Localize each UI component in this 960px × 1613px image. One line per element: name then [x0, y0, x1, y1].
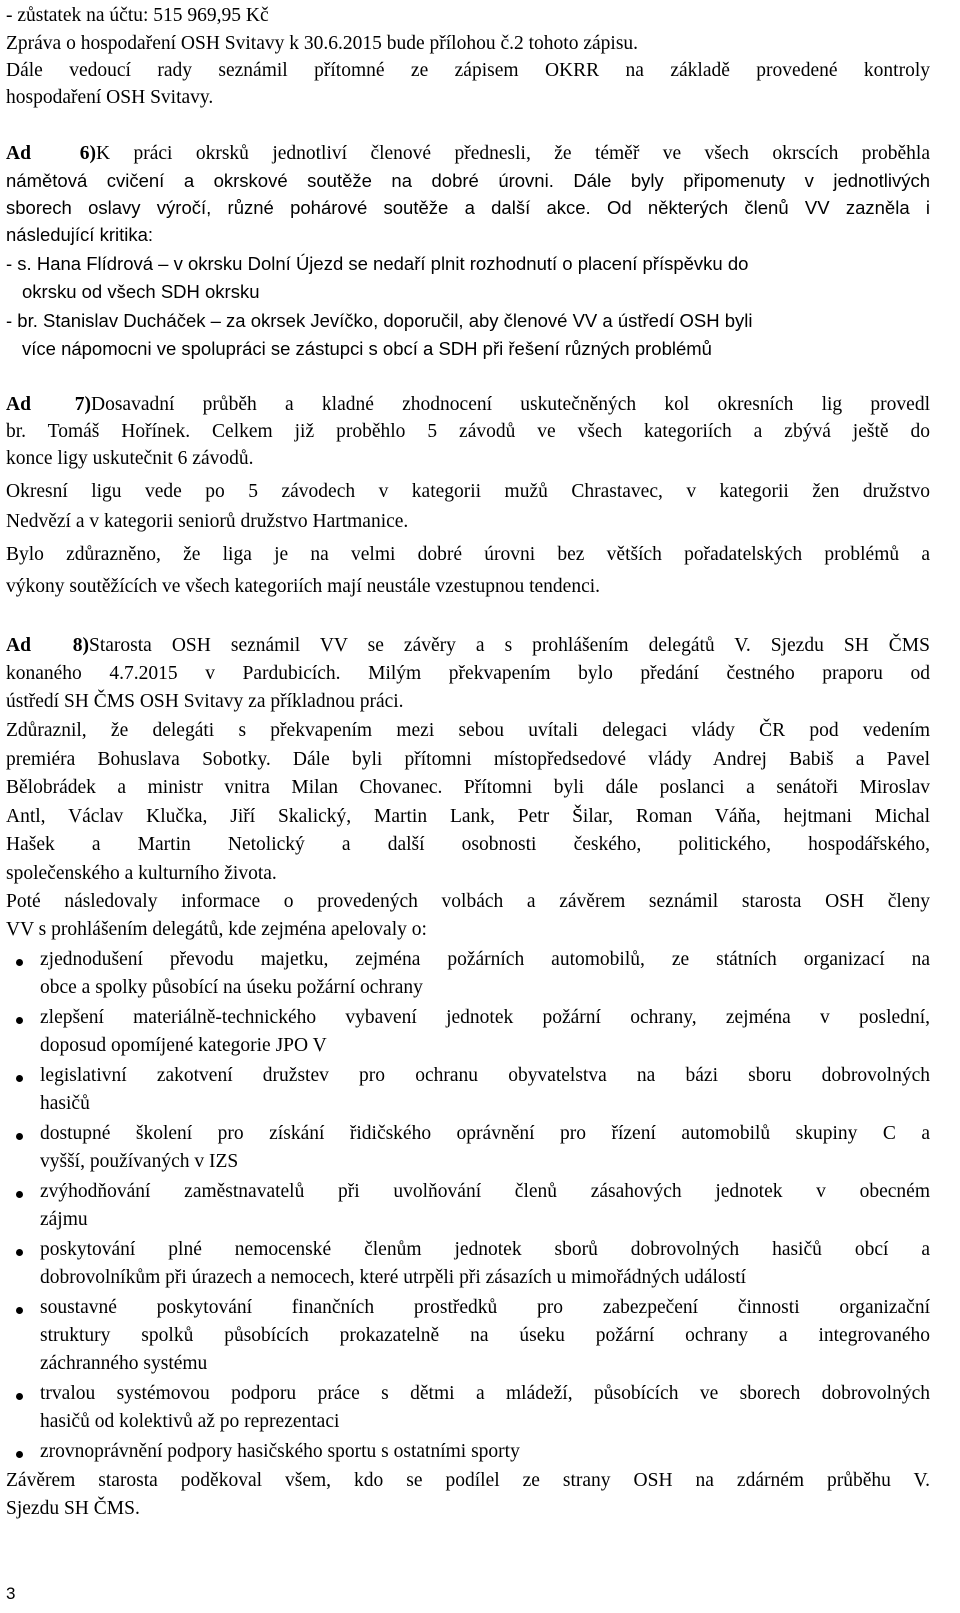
bullet-text: vyšší, používaných v IZS	[40, 1151, 239, 1172]
bullet-text: dobrovolníkům při úrazech a nemocech, které utrpěli při zásazích u mimořádných událostí	[40, 1267, 747, 1288]
ad7-line: Nedvězí a v kategorii seniorů družstvo Hartmanice.	[6, 511, 409, 532]
report-line: Zpráva o hospodaření OSH Svitavy k 30.6.2015 bude přílohou č.2 tohoto zápisu.	[6, 33, 639, 54]
bullet-icon	[16, 1249, 23, 1256]
bullet-icon	[16, 1017, 23, 1024]
ad7-line: konce ligy uskutečnit 6 závodů.	[6, 448, 254, 469]
bullet-text: zjednodušení převodu majetku, zejména požárních automobilů, ze státních organizací na	[40, 949, 930, 970]
bullet-text: hasičů od kolektivů až po reprezentaci	[40, 1411, 340, 1432]
ad8-line: konaného 4.7.2015 v Pardubicích. Milým překvapením bylo předání čestného praporu od	[6, 663, 930, 684]
ad6-line: okrsku od všech SDH okrsku	[22, 281, 260, 302]
ad8-line	[6, 634, 930, 658]
ad7-line: br. Tomáš Hořínek. Celkem již proběhlo 5 závodů ve všech kategoriích a zbývá ještě do	[6, 421, 930, 442]
ad6-line: - br. Stanislav Ducháček – za okrsek Jevíčko, doporučil, aby členové VV a ústředí OSH byli	[6, 310, 753, 331]
ad7-line: Okresní ligu vede po 5 závodech v kategorii mužů Chrastavec, v kategorii žen družstvo	[6, 481, 930, 502]
bullet-text: zvýhodňování zaměstnavatelů při uvolňování členů zásahových jednotek v obecném	[40, 1181, 930, 1202]
ad7-line: výkony soutěžících ve všech kategoriích mají neustále vzestupnou tendenci.	[6, 576, 601, 597]
ad6-line	[6, 142, 930, 166]
bullet-icon	[16, 1307, 23, 1314]
ad8-line: ústředí SH ČMS OSH Svitavy za příkladnou práci.	[6, 691, 404, 712]
ad6-line: sborech oslavy výročí, různé pohárové soutěže a další akce. Od některých členů VV zazněla i	[6, 197, 930, 218]
bullet-text: záchranného systému	[40, 1353, 208, 1374]
ad6-label: Ad 6)	[6, 143, 96, 164]
bullet-icon	[16, 1451, 23, 1458]
ad7-line	[6, 393, 930, 417]
bullet-text: doposud opomíjené kategorie JPO V	[40, 1035, 327, 1056]
bullet-text: struktury spolků působících prokazatelně na úseku požární ochrany a integrovaného	[40, 1325, 930, 1346]
bullet-text: soustavné poskytování finančních prostředků pro zabezpečení činnosti organizační	[40, 1297, 930, 1318]
closing-line: Sjezdu SH ČMS.	[6, 1498, 140, 1519]
bullet-icon	[16, 1075, 23, 1082]
bullet-text: poskytování plné nemocenské členům jednotek sborů dobrovolných hasičů obcí a	[40, 1239, 930, 1260]
page-number: 3	[6, 1584, 16, 1603]
ad8-label: Ad 8)	[6, 635, 89, 656]
bullet-icon	[16, 959, 23, 966]
ad6-line: námětová cvičení a okrskové soutěže na dobré úrovni. Dále byly připomenuty v jednotlivých	[6, 170, 930, 191]
bullet-text: zrovnoprávnění podpory hasičského sportu s ostatními sporty	[40, 1441, 520, 1462]
ad8-line: Poté následovaly informace o provedených volbách a závěrem seznámil starosta OSH členy	[6, 891, 930, 912]
closing-line: Závěrem starosta poděkoval všem, kdo se podílel ze strany OSH na zdárném průběhu V.	[6, 1470, 930, 1491]
ad8-line: premiéra Bohuslava Sobotky. Dále byli přítomni místopředsedové vlády Andrej Babiš a Pavel	[6, 749, 930, 770]
ad8-line: VV s prohlášením delegátů, kde zejména apelovaly o:	[6, 919, 427, 940]
balance-line: - zůstatek na účtu: 515 969,95 Kč	[6, 5, 269, 26]
ad8-line: společenského a kulturního života.	[6, 863, 277, 884]
bullet-text: dostupné školení pro získání řidičského oprávnění pro řízení automobilů skupiny C a	[40, 1123, 930, 1144]
bullet-text: hasičů	[40, 1093, 90, 1114]
ad7-line: Bylo zdůrazněno, že liga je na velmi dobré úrovni bez větších pořadatelských problémů a	[6, 544, 930, 565]
bullet-icon	[16, 1133, 23, 1140]
bullet-icon	[16, 1191, 23, 1198]
bullet-text: obce a spolky působící na úseku požární ochrany	[40, 977, 423, 998]
ad8-line: Hašek a Martin Netolický a další osobnosti českého, politického, hospodářského,	[6, 834, 930, 855]
ad6-line: následující kritika:	[6, 224, 154, 245]
ad8-line: Antl, Václav Klučka, Jiří Skalický, Martin Lank, Petr Šilar, Roman Váňa, hejtmani Michal	[6, 806, 930, 827]
bullet-text: zlepšení materiálně-technického vybavení jednotek požární ochrany, zejména v poslední,	[40, 1007, 930, 1028]
ad6-text: K práci okrsků jednotliví členové přednesli, že téměř ve všech okrscích proběhla	[96, 143, 930, 164]
bullet-text: zájmu	[40, 1209, 88, 1230]
ad7-label: Ad 7)	[6, 394, 91, 415]
ad8-text: Starosta OSH seznámil VV se závěry a s prohlášením delegátů V. Sjezdu SH ČMS	[89, 635, 930, 656]
ad7-text: Dosavadní průběh a kladné zhodnocení uskutečněných kol okresních lig provedl	[91, 394, 930, 415]
ad8-line: Zdůraznil, že delegáti s překvapením mezi sebou uvítali delegaci vlády ČR pod vedením	[6, 720, 930, 741]
paragraph-line: Dále vedoucí rady seznámil přítomné ze zápisem OKRR na základě provedené kontroly	[6, 60, 930, 81]
bullet-icon	[16, 1393, 23, 1400]
ad6-line: - s. Hana Flídrová – v okrsku Dolní Újezd se nedaří plnit rozhodnutí o placení příspěvku do	[6, 253, 749, 274]
ad8-line: Bělobrádek a ministr vnitra Milan Chovanec. Přítomni byli dále poslanci a senátoři Miroslav	[6, 777, 930, 798]
paragraph-line: hospodaření OSH Svitavy.	[6, 87, 214, 108]
bullet-text: legislativní zakotvení družstev pro ochranu obyvatelstva na bázi sboru dobrovolných	[40, 1065, 930, 1086]
ad6-line: více nápomocni ve spolupráci se zástupci s obcí a SDH při řešení různých problémů	[22, 338, 712, 359]
bullet-text: trvalou systémovou podporu práce s dětmi a mládeží, působících ve sborech dobrovolných	[40, 1383, 930, 1404]
